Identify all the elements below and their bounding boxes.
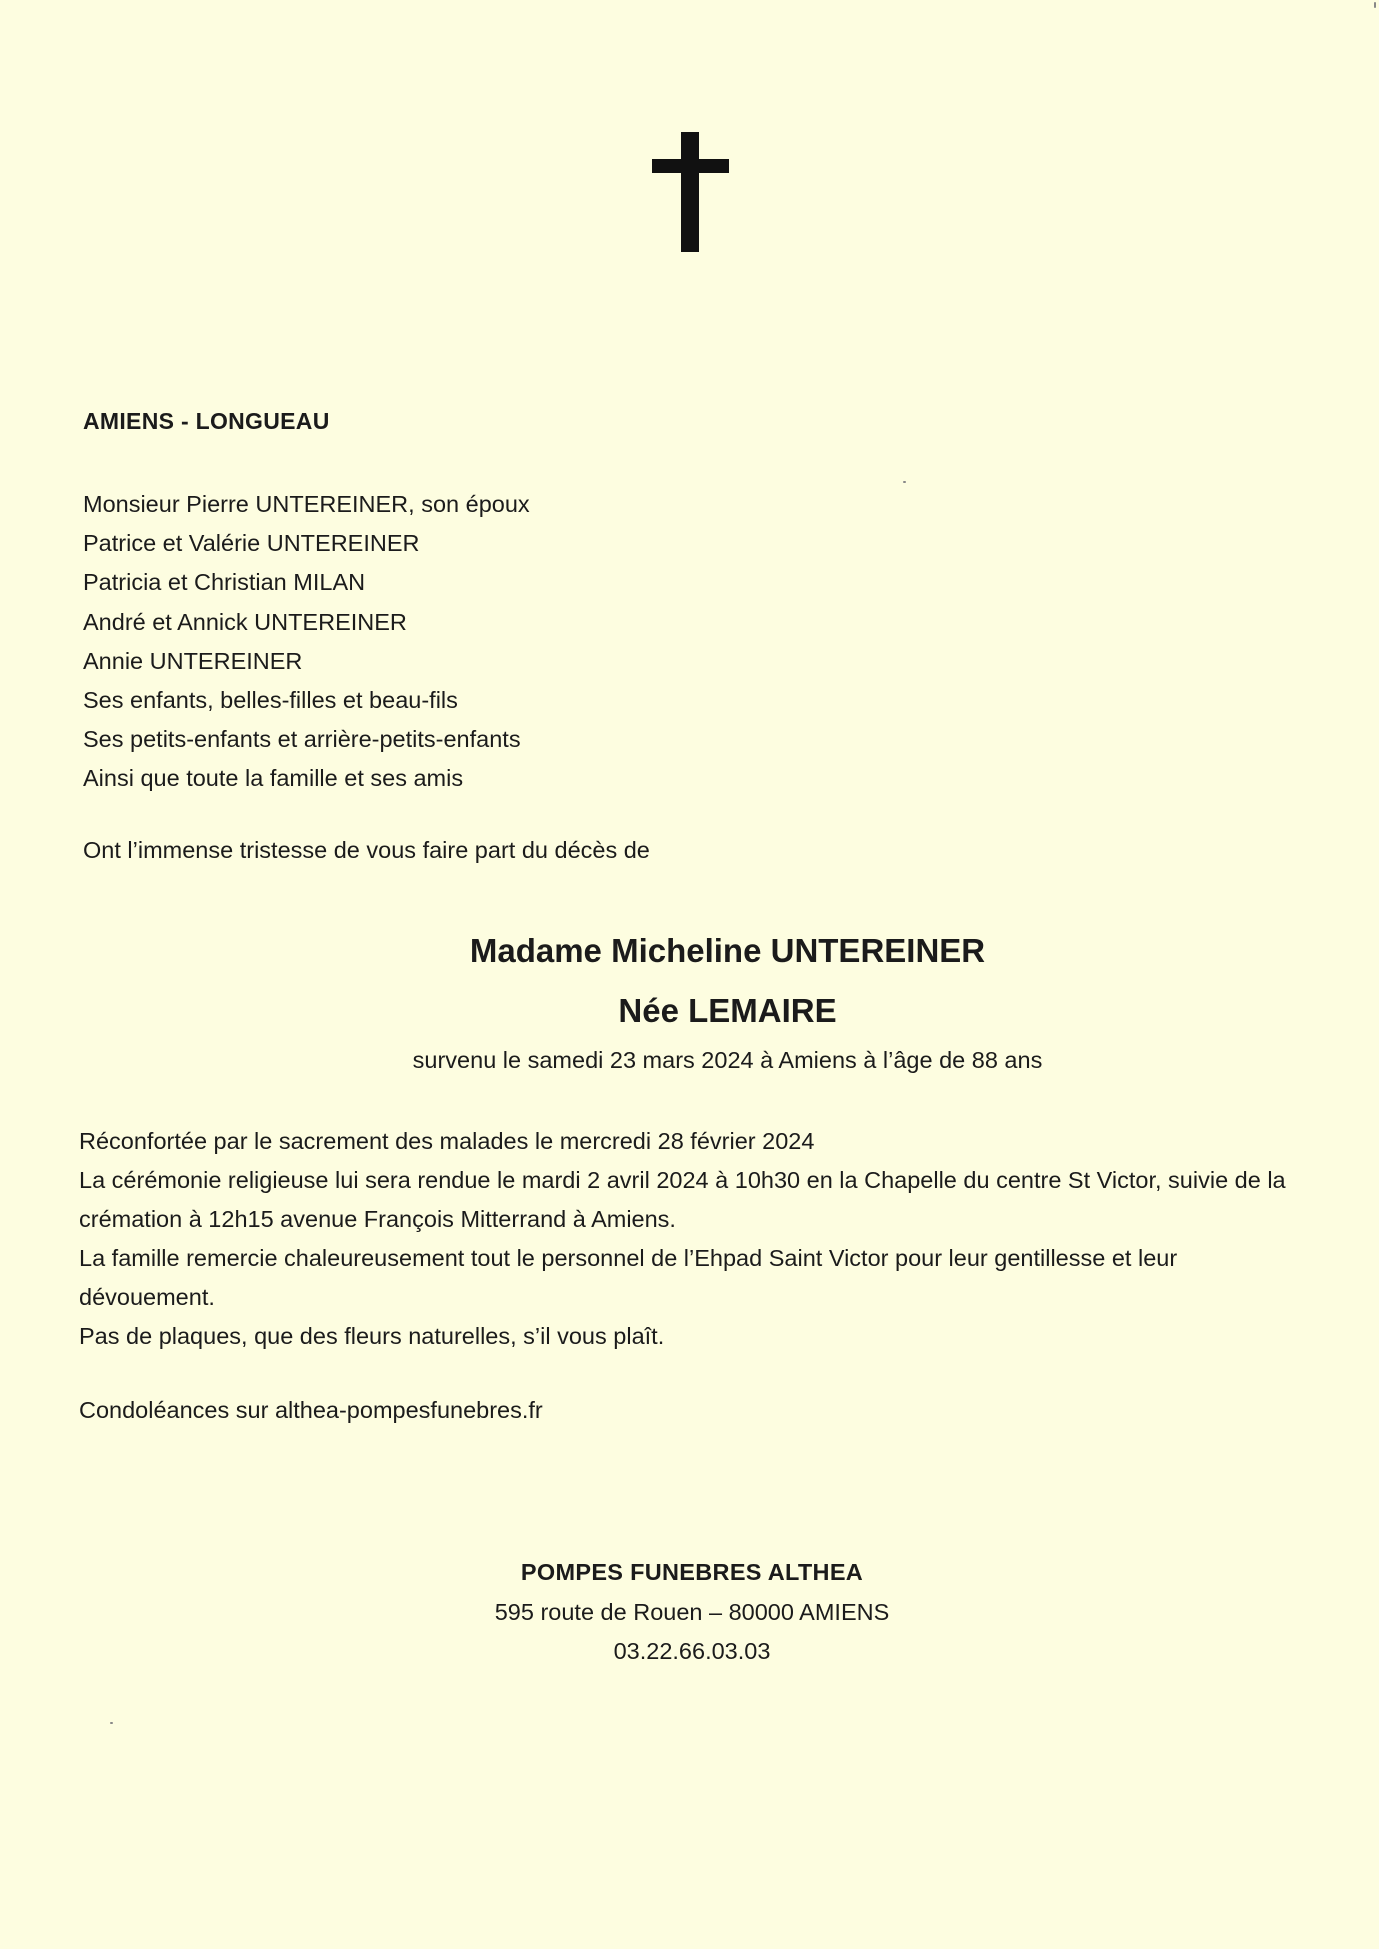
announcement-intro: Ont l’immense tristesse de vous faire part du décès de	[83, 837, 650, 863]
family-line: Patricia et Christian MILAN	[83, 569, 366, 596]
family-line: Patrice et Valérie UNTEREINER	[83, 530, 420, 557]
family-line: Ses petits-enfants et arrière-petits-enfants	[83, 726, 521, 753]
family-list	[83, 485, 530, 799]
detail-paragraph: La famille remercie chaleureusement tout le personnel de l’Ehpad Saint Victor pour leur gentillesse et leur dévouement.	[79, 1245, 1178, 1310]
condolences-link: Condoléances sur althea-pompesfunebres.fr	[79, 1397, 543, 1423]
scan-speck	[110, 1722, 113, 1724]
ceremony-details	[79, 1122, 1294, 1356]
family-line: Ainsi que toute la famille et ses amis	[83, 765, 464, 792]
city-heading: AMIENS - LONGUEAU	[83, 408, 330, 434]
death-date: survenu le samedi 23 mars 2024 à Amiens à l’âge de 88 ans	[412, 1047, 1043, 1073]
funeral-home-address: 595 route de Rouen – 80000 AMIENS	[494, 1598, 890, 1625]
funeral-home-phone: 03.22.66.03.03	[613, 1638, 771, 1664]
funeral-home-footer	[0, 1553, 1379, 1672]
family-line: Monsieur Pierre UNTEREINER, son époux	[83, 491, 530, 517]
family-line: Ses enfants, belles-filles et beau-fils	[83, 687, 458, 714]
scan-speck	[903, 481, 906, 483]
cross-icon	[652, 132, 729, 252]
detail-paragraph: La cérémonie religieuse lui sera rendue le mardi 2 avril 2024 à 10h30 en la Chapelle du centre St Victor, suivie de la crémation à 12h15 avenue François Mitterrand à Amiens.	[79, 1167, 1286, 1232]
scan-speck	[1374, 2, 1376, 8]
family-line: André et Annick UNTEREINER	[83, 608, 407, 635]
detail-paragraph: Réconfortée par le sacrement des malades le mercredi 28 février 2024	[79, 1128, 815, 1154]
funeral-home-name: POMPES FUNEBRES ALTHEA	[520, 1559, 864, 1585]
family-line: Annie UNTEREINER	[83, 647, 303, 674]
deceased-name: Madame Micheline UNTEREINER	[469, 932, 986, 969]
maiden-name: Née LEMAIRE	[618, 992, 837, 1029]
detail-paragraph: Pas de plaques, que des fleurs naturelles, s’il vous plaît.	[79, 1323, 665, 1349]
